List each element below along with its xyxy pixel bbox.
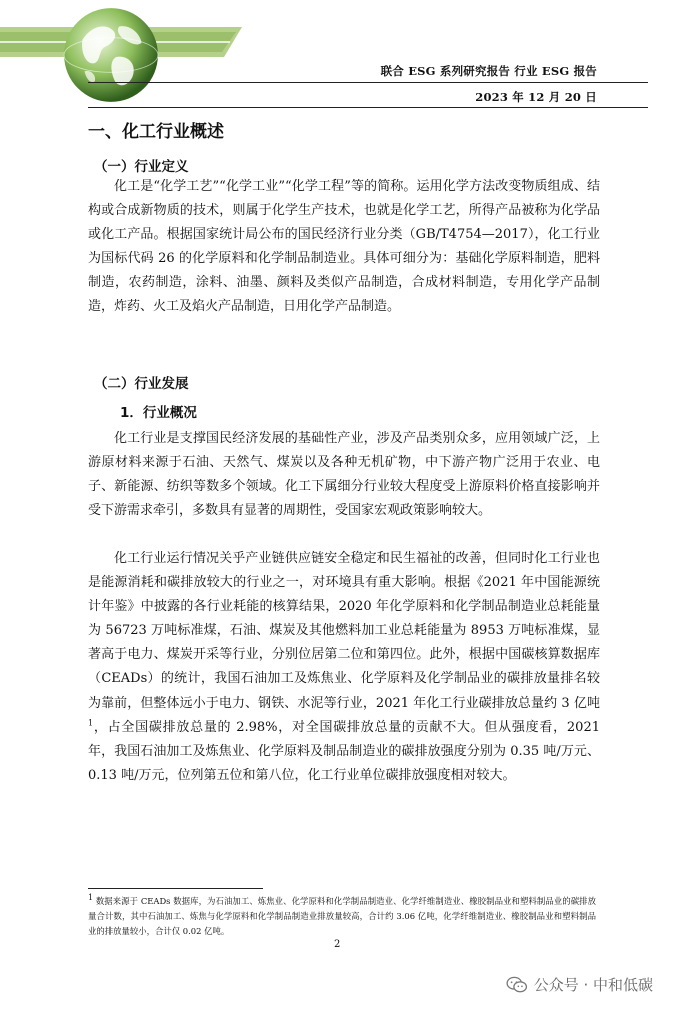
footnote-ref: 1 — [88, 718, 94, 728]
report-date: 2023 年 12 月 20 日 — [475, 90, 597, 104]
paragraph-emissions-part1: 化工行业运行情况关乎产业链供应链安全稳定和民生福祉的改善，但同时化工行业也是能源消耗和碳排放较大的行业之一，对环境具有重大影响。根据《2021 年中国能源统计年鉴》中披露的各行业耗能的核算结果，2020 年化学原料和化学制品制造业总耗能量为 56723 万吨标准煤，石油、煤炭及其他燃料加工业总耗能量为 8953 万吨标准煤，显著高于电力、煤炭开采等行业，分别位居第二位和第四位。此外，根据中国碳核算数据库（CEADs）的统计，我国石油加工及炼焦业、化学原料及化学制品业的碳排放量排名较为靠前，但整体远小于电力、钢铁、水泥等行业，2021 年化工行业碳排放总量约 3 亿吨 — [88, 551, 600, 711]
wechat-icon — [506, 976, 528, 994]
report-series-title: 联合 ESG 系列研究报告 行业 ESG 报告 — [380, 64, 597, 78]
header-rule — [88, 82, 648, 83]
footnote-mark: 1 — [88, 893, 94, 903]
wechat-watermark — [506, 974, 653, 995]
subsection-heading-definition: （一）行业定义 — [94, 159, 189, 175]
footnote — [88, 894, 596, 939]
subsection-heading-development: （二）行业发展 — [94, 376, 189, 392]
header-rule-bottom — [88, 107, 648, 108]
paragraph-overview: 化工行业是支撑国民经济发展的基础性产业，涉及产品类别众多，应用领域广泛，上游原材料来源于石油、天然气、煤炭以及各种无机矿物，中下游产物广泛用于农业、电子、新能源、纺织等数多个领域。化工下属细分行业较大程度受上游原料价格直接影响并受下游需求牵引，多数具有显著的周期性，受国家宏观政策影响较大。 — [88, 431, 600, 519]
paragraph-definition: 化工是“化学工艺”“化学工业”“化学工程”等的简称。运用化学方法改变物质组成、结构或合成新物质的技术，则属于化学生产技术，也就是化学工艺，所得产品被称为化学品或化工产品。根据国家统计局公布的国民经济行业分类（GB/T4754—2017），化工行业为国标代码 26 的化学原料和化学制品制造业。具体可细分为：基础化学原料制造，肥料制造，农药制造，涂料、油墨、颜料及类似产品制造，合成材料制造，专用化学产品制造，炸药、火工及焰火产品制造，日用化学产品制造。 — [88, 179, 600, 315]
paragraph-emissions — [88, 547, 600, 788]
watermark-text: 公众号 · 中和低碳 — [533, 976, 653, 994]
footnote-text: 数据来源于 CEADs 数据库，为石油加工、炼焦业、化学原料和化学制品制造业、化学纤维制造业、橡胶制品业和塑料制品业的碳排放量合计数，其中石油加工、炼焦与化学原料和化学制品制造业排放量较高，合计约 3.06 亿吨，化学纤维制造业、橡胶制品业和塑料制品业的排放量较小，合计仅 0.02 亿吨。 — [88, 896, 596, 936]
section-heading: 一、化工行业概述 — [88, 122, 224, 142]
page-number: 2 — [334, 939, 341, 950]
footnote-rule — [88, 888, 263, 889]
paragraph-emissions-part2: ，占全国碳排放总量的 2.98%，对全国碳排放总量的贡献不大。但从强度看，2021 年，我国石油加工及炼焦业、化学原料及制品制造业的碳排放强度分别为 0.35 吨/万元、0.13 吨/万元，位列第五位和第八位，化工行业单位碳排放强度相对较大。 — [88, 719, 600, 783]
sub-subsection-heading-overview: 1．行业概况 — [120, 405, 197, 421]
globe-logo-icon — [60, 4, 162, 106]
